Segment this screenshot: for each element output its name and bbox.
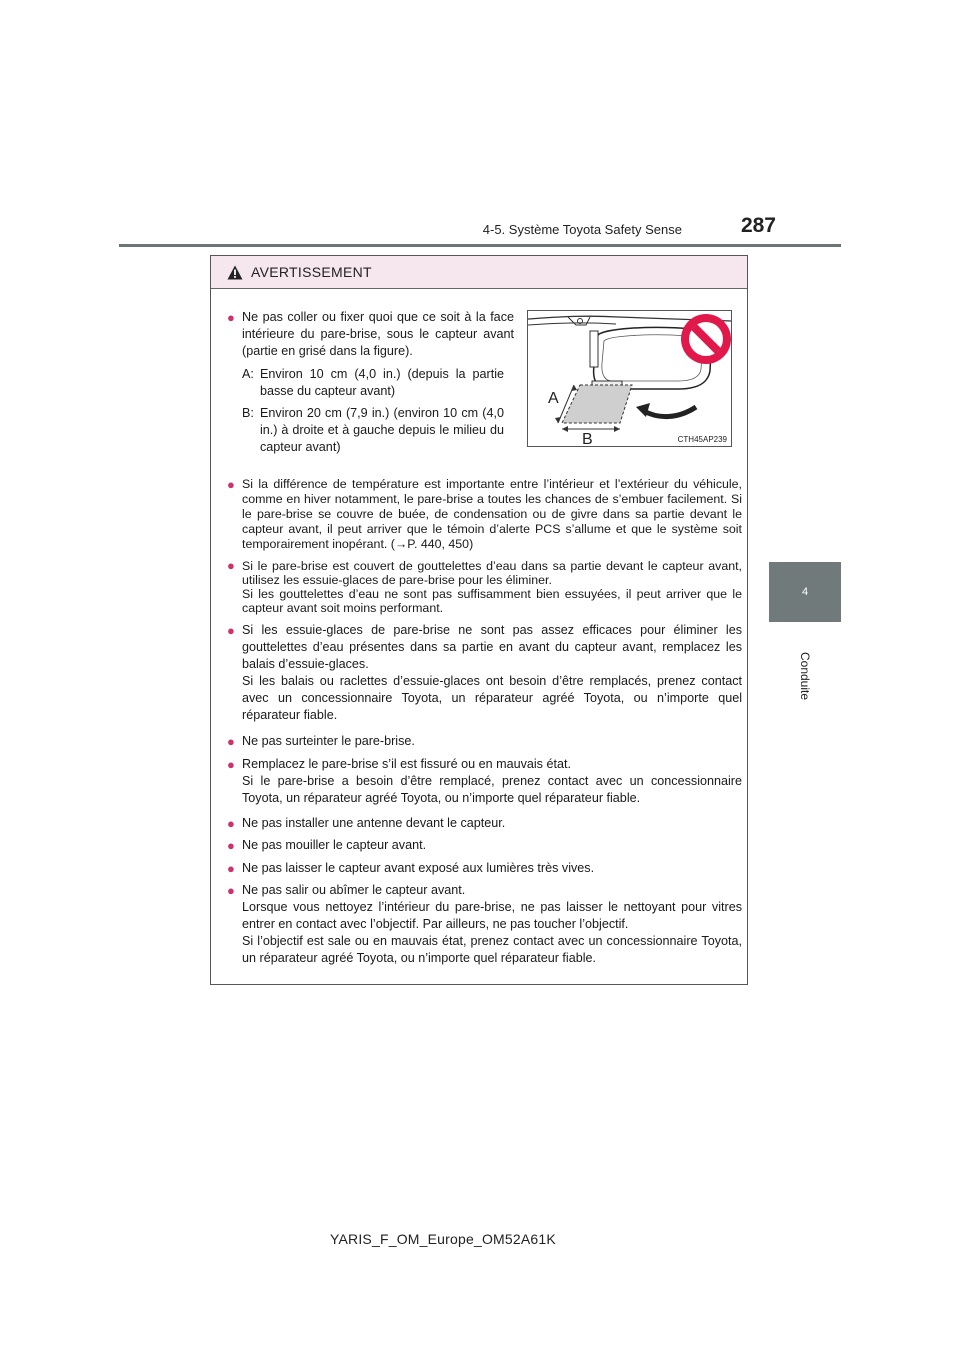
warning-item: ● Si les essuie-glaces de pare-brise ne sont pas assez efficaces pour éliminer les gouttelettes d’eau présentes dans sa partie en avant du capteur avant, remplacez les balais d’essuie-glaces. Si les balais ou raclettes d’essuie-glaces ont besoin d’être remplacés, prenez contact avec un concessionnaire Toyota, un réparateur agréé Toyota, ou n’importe quel réparateur fiable.	[227, 623, 742, 722]
bullet-icon: ●	[227, 757, 235, 772]
sensor-illustration	[528, 311, 731, 446]
chapter-label: Conduite	[797, 651, 812, 701]
warning-item: ● Ne pas surteinter le pare-brise.	[227, 734, 415, 749]
bullet-icon: ●	[227, 623, 235, 638]
warning-item: ● Si la différence de température est importante entre l’intérieur et l’extérieur du véhicule, comme en hiver notamment, le pare-brise a toutes les chances de s’embuer facilement. Si le pare-brise se couvre de buée, de condensation ou de givre dans sa partie devant le capteur avant, il peut arriver que le témoin d’alerte PCS s’allume et que le système soit temporairement inopérant. (→P. 440, 450)	[227, 477, 742, 551]
warning-item: ● Ne pas laisser le capteur avant exposé aux lumières très vives.	[227, 861, 595, 876]
sub-item-text: Environ 10 cm (4,0 in.) (depuis la partie basse du capteur avant)	[260, 367, 504, 398]
warning-title: AVERTISSEMENT	[251, 264, 372, 280]
section-title: 4-5. Système Toyota Safety Sense	[482, 222, 682, 237]
warning-item: ● Ne pas installer une antenne devant le capteur.	[227, 816, 506, 831]
bullet-icon: ●	[227, 477, 235, 492]
sub-item-text: Environ 20 cm (7,9 in.) (environ 10 cm (4,0 in.) à droite et à gauche depuis le milieu du capteur avant)	[260, 406, 504, 454]
bullet-icon: ●	[227, 816, 235, 831]
prohibition-icon	[681, 314, 731, 364]
sub-item-a	[242, 366, 504, 400]
warning-item: ● Ne pas coller ou fixer quoi que ce soit à la face intérieure du pare-brise, sous le capteur avant (partie en grisé dans la figure).	[227, 310, 514, 358]
warning-header	[211, 256, 747, 289]
warning-item: ● Ne pas salir ou abîmer le capteur avant. Lorsque vous nettoyez l’intérieur du pare-brise, ne pas laisser le nettoyant pour vitres entrer en contact avec l’objectif. Par ailleurs, ne pas toucher l’objectif. Si l’objectif est sale ou en mauvais état, prenez contact avec un concessionnaire Toyota, un réparateur agréé Toyota, ou n’importe quel réparateur fiable.	[227, 883, 742, 965]
bullet-icon: ●	[227, 883, 235, 898]
header-rule	[119, 244, 841, 247]
figure-label-a: A	[548, 390, 559, 407]
bullet-icon: ●	[227, 558, 235, 573]
warning-item: ● Ne pas mouiller le capteur avant.	[227, 838, 427, 853]
sub-item-b	[242, 405, 504, 456]
document-code: YARIS_F_OM_Europe_OM52A61K	[330, 1231, 556, 1247]
sub-item-label: B:	[242, 406, 254, 420]
warning-item: ● Remplacez le pare-brise s’il est fissuré ou en mauvais état. Si le pare-brise a besoin d’être remplacé, prenez contact avec un concessionnaire Toyota, un réparateur agréé Toyota, ou n’importe quel réparateur fiable.	[227, 757, 742, 805]
figure-label-b: B	[582, 431, 593, 446]
chapter-tab[interactable]	[769, 562, 841, 622]
bullet-icon: ●	[227, 838, 235, 853]
sub-item-label: A:	[242, 367, 254, 381]
figure-code: CTH45AP239	[677, 435, 727, 444]
windshield-sensor-figure	[527, 310, 732, 447]
warning-triangle-icon	[227, 265, 243, 280]
page-number: 287	[740, 214, 776, 237]
bullet-icon: ●	[227, 310, 235, 325]
bullet-icon: ●	[227, 861, 235, 876]
warning-item: ● Si le pare-brise est couvert de gouttelettes d’eau dans sa partie devant le capteur avant, utilisez les essuie-glaces de pare-brise pour les éliminer. Si les gouttelettes d’eau ne sont pas suffisamment bien essuyées, il peut arriver que le capteur avant soit moins performant.	[227, 558, 742, 615]
chapter-number: 4	[801, 586, 809, 598]
bullet-icon: ●	[227, 734, 235, 749]
